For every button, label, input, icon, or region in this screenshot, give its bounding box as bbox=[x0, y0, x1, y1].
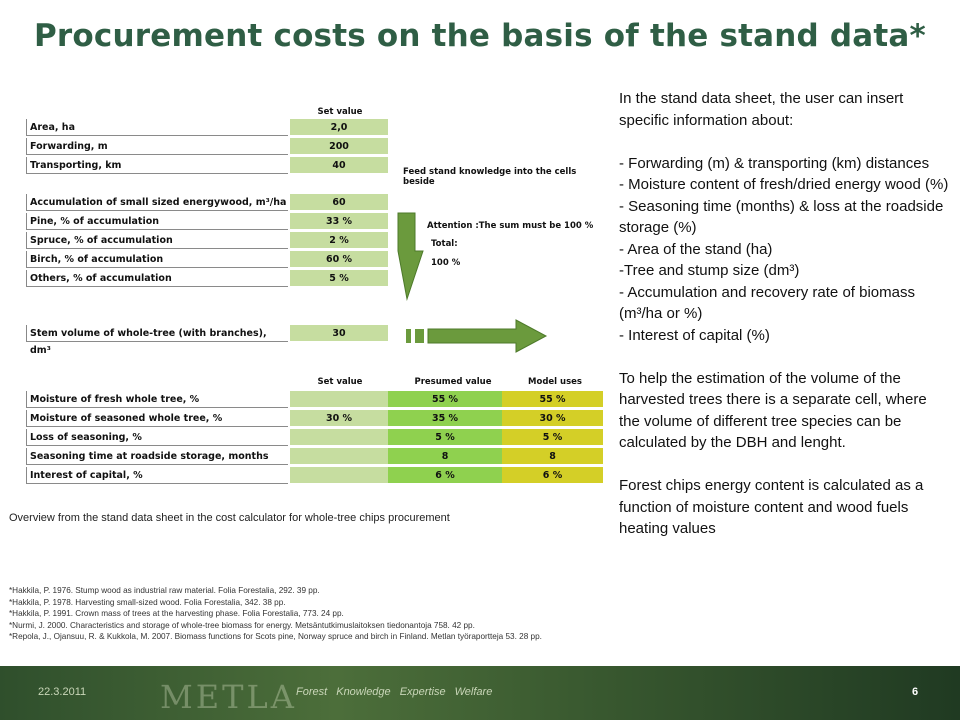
bullet-item: -Tree and stump size (dm³) bbox=[619, 262, 800, 279]
header-set-value-top: Set value bbox=[317, 107, 363, 117]
reference-item: *Repola, J., Ojansuu, R. & Kukkola, M. 2007. Biomass functions for Scots pine, Norway spruce and birch in Finland. Metlan työraportteja 53. 28 pp. bbox=[9, 632, 542, 641]
attention-note: Attention :The sum must be 100 % bbox=[427, 221, 594, 231]
set-value-cell: 33 % bbox=[290, 213, 388, 230]
page-number: 6 bbox=[912, 686, 919, 698]
row-label: Others, % of accumulation bbox=[26, 270, 288, 287]
row-label: Seasoning time at roadside storage, months bbox=[26, 448, 288, 465]
bullet-item: - Area of the stand (ha) bbox=[619, 240, 773, 258]
row-label: Area, ha bbox=[26, 119, 288, 136]
reference-item: *Hakkila, P. 1978. Harvesting small-sized wood. Folia Forestalia, 342. 38 pp. bbox=[9, 597, 286, 607]
metla-logo: METLA bbox=[160, 678, 297, 716]
set-value-cell bbox=[290, 448, 388, 465]
right-arrow-icon bbox=[406, 318, 551, 354]
sheet-caption: Overview from the stand data sheet in the cost calculator for whole-tree chips procurement bbox=[9, 512, 450, 524]
bullet-item: - Moisture content of fresh/dried energy wood (%) bbox=[619, 176, 949, 193]
total-value: 100 % bbox=[431, 258, 461, 268]
set-value-cell: 30 % bbox=[290, 410, 388, 427]
volume-paragraph: To help the estimation of the volume of the harvested trees there is a separate cell, where the volume of different tree species can be calculated by the DBH and lenght. bbox=[619, 369, 927, 451]
set-value-cell: 40 bbox=[290, 157, 388, 174]
reference-item: *Hakkila, P. 1991. Crown mass of trees at the harvesting phase. Folia Forestalia, 773. 24 pp. bbox=[9, 609, 344, 618]
reference-item: *Nurmi, J. 2000. Characteristics and storage of whole-tree biomass for energy. Metsäntutkimuslaitoksen tiedonantoja 758. 42 pp. bbox=[9, 620, 475, 630]
model-uses-cell: 55 % bbox=[502, 391, 603, 408]
set-value-cell: 2,0 bbox=[290, 119, 388, 136]
model-uses-cell: 30 % bbox=[502, 410, 603, 427]
reference-item: *Hakkila, P. 1976. Stump wood as industrial raw material. Folia Forestalia, 292. 39 pp. bbox=[9, 586, 320, 595]
row-label: Spruce, % of accumulation bbox=[26, 232, 288, 249]
footer-date: 22.3.2011 bbox=[38, 686, 87, 698]
bullet-item: - Forwarding (m) & transporting (km) distances bbox=[619, 154, 930, 172]
header-model-uses: Model uses bbox=[528, 377, 582, 387]
presumed-value-cell: 6 % bbox=[388, 467, 502, 484]
presumed-value-cell: 5 % bbox=[388, 429, 502, 446]
stand-data-sheet bbox=[0, 103, 603, 503]
row-label: Moisture of fresh whole tree, % bbox=[26, 391, 288, 408]
set-value-cell bbox=[290, 391, 388, 408]
bullet-item: - Seasoning time (months) & loss at the roadside storage (%) bbox=[619, 197, 944, 236]
set-value-cell: 60 bbox=[290, 194, 388, 211]
footer-bar bbox=[0, 666, 960, 720]
energy-paragraph: Forest chips energy content is calculated as a function of moisture content and wood fuels heating values bbox=[619, 477, 924, 537]
header-set-value: Set value bbox=[317, 377, 363, 387]
slide-title: Procurement costs on the basis of the stand data* bbox=[34, 18, 926, 54]
set-value-cell bbox=[290, 467, 388, 484]
row-label: Moisture of seasoned whole tree, % bbox=[26, 410, 288, 427]
model-uses-cell: 6 % bbox=[502, 467, 603, 484]
set-value-cell: 30 bbox=[290, 325, 388, 342]
set-value-cell: 200 bbox=[290, 138, 388, 155]
row-label: Birch, % of accumulation bbox=[26, 251, 288, 268]
presumed-value-cell: 8 bbox=[388, 448, 502, 465]
footer-tagline: Forest Knowledge Expertise Welfare bbox=[296, 686, 493, 698]
bullet-item: - Accumulation and recovery rate of biomass (m³/ha or %) bbox=[619, 283, 915, 322]
intro-text: In the stand data sheet, the user can insert specific information about: bbox=[619, 90, 904, 129]
set-value-cell: 5 % bbox=[290, 270, 388, 287]
presumed-value-cell: 55 % bbox=[388, 391, 502, 408]
row-label: Forwarding, m bbox=[26, 138, 288, 155]
row-label: Transporting, km bbox=[26, 157, 288, 174]
set-value-cell: 2 % bbox=[290, 232, 388, 249]
row-label: Accumulation of small sized energywood, m³/ha bbox=[26, 194, 288, 211]
total-label: Total: bbox=[431, 239, 458, 249]
down-arrow-icon bbox=[395, 211, 435, 301]
row-label: Stem volume of whole-tree (with branches), dm³ bbox=[26, 325, 288, 342]
references bbox=[9, 585, 542, 643]
feed-note: Feed stand knowledge into the cells beside bbox=[403, 167, 577, 187]
header-presumed-value: Presumed value bbox=[414, 377, 492, 387]
row-label: Loss of seasoning, % bbox=[26, 429, 288, 446]
set-value-cell bbox=[290, 429, 388, 446]
set-value-cell: 60 % bbox=[290, 251, 388, 268]
presumed-value-cell: 35 % bbox=[388, 410, 502, 427]
description-text bbox=[619, 88, 949, 540]
bullet-item: - Interest of capital (%) bbox=[619, 326, 770, 344]
model-uses-cell: 8 bbox=[502, 448, 603, 465]
row-label: Pine, % of accumulation bbox=[26, 213, 288, 230]
row-label: Interest of capital, % bbox=[26, 467, 288, 484]
model-uses-cell: 5 % bbox=[502, 429, 603, 446]
